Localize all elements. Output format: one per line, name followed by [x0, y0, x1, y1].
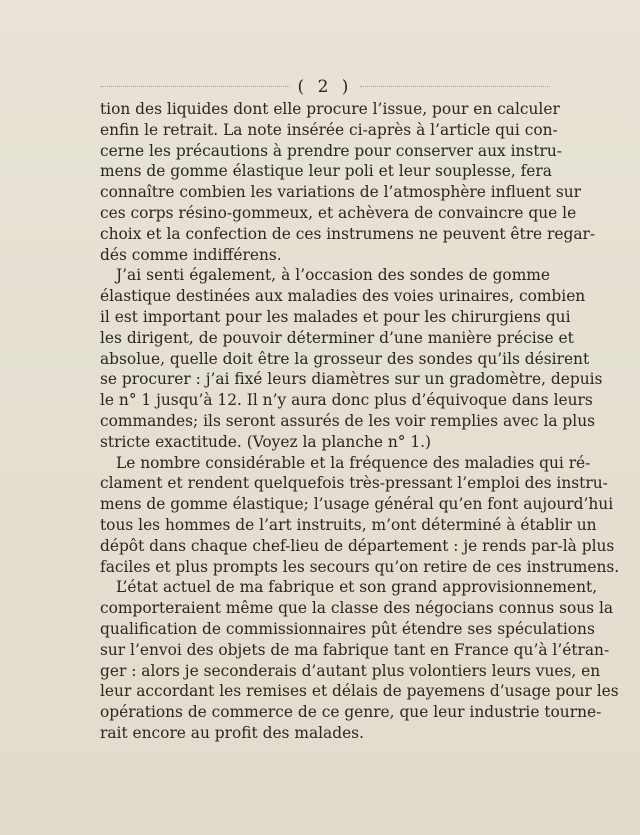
text-line: sur l’envoi des objets de ma fabrique tant en France qu’à l’étran- [100, 640, 610, 659]
text-line: choix et la confection de ces instrumens ne peuvent être regar- [100, 224, 596, 243]
text-line: le n° 1 jusqu’à 12. Il n’y aura donc plus d’équivoque dans leurs [100, 391, 593, 410]
header-rule-right [360, 86, 550, 87]
text-line: rait encore au profit des malades. [100, 723, 364, 742]
text-line: Le nombre considérable et la fréquence des maladies qui ré- [116, 453, 591, 472]
text-line: cerne les précautions à prendre pour conserver aux instru- [100, 141, 562, 160]
text-line: J’ai senti également, à l’occasion des sondes de gomme [116, 266, 550, 285]
paragraph [100, 99, 596, 265]
page-number: ( 2 ) [297, 77, 353, 97]
text-line: mens de gomme élastique leur poli et leur souplesse, fera [100, 162, 552, 181]
text-line: tous les hommes de l’art instruits, m’ont déterminé à établir un [100, 515, 597, 534]
paragraph [100, 577, 619, 743]
text-line: stricte exactitude. (Voyez la planche n° 1.) [100, 432, 432, 451]
text-line: il est important pour les malades et pour les chirurgiens qui [100, 307, 571, 326]
text-line: absolue, quelle doit être la grosseur des sondes qu’ils désirent [100, 349, 590, 368]
text-line: L’état actuel de ma fabrique et son grand approvisionnement, [116, 578, 598, 597]
text-line: ces corps résino-gommeux, et achèvera de convaincre que le [100, 203, 577, 222]
text-line: tion des liquides dont elle procure l’issue, pour en calculer [100, 100, 560, 118]
text-line: ger : alors je seconderais d’autant plus volontiers leurs vues, en [100, 661, 601, 680]
text-line: commandes; ils seront assurés de les voir remplies avec la plus [100, 411, 596, 430]
text-line: comporteraient même que la classe des négocians connus sous la [100, 599, 614, 618]
text-line: opérations de commerce de ce genre, que leur industrie tourne- [100, 703, 602, 722]
text-line: enfin le retrait. La note insérée ci-après à l’article qui con- [100, 120, 558, 139]
text-line: leur accordant les remises et délais de payemens d’usage pour les [100, 682, 619, 701]
text-line: dés comme indifférens. [100, 245, 282, 264]
text-line: élastique destinées aux maladies des voies urinaires, combien [100, 287, 586, 306]
paragraph [100, 265, 603, 452]
text-line: faciles et plus prompts les secours qu’on retire de ces instrumens. [100, 557, 620, 576]
text-line: les dirigent, de pouvoir déterminer d’une manière précise et [100, 328, 574, 347]
text-line: qualification de commissionnaires pût étendre ses spéculations [100, 619, 595, 638]
text-line: se procurer : j’ai fixé leurs diamètres sur un gradomètre, depuis [100, 370, 603, 389]
header-rule-left [100, 86, 290, 87]
body-text [100, 99, 620, 744]
text-line: clament et rendent quelquefois très-pressant l’emploi des instru- [100, 474, 608, 493]
paragraph [100, 453, 620, 578]
text-line: mens de gomme élastique; l’usage général qu’en font aujourd’hui [100, 495, 614, 514]
page-header [100, 76, 550, 98]
text-line: dépôt dans chaque chef-lieu de département : je rends par-là plus [100, 536, 615, 555]
text-line: connaître combien les variations de l’atmosphère influent sur [100, 183, 582, 202]
